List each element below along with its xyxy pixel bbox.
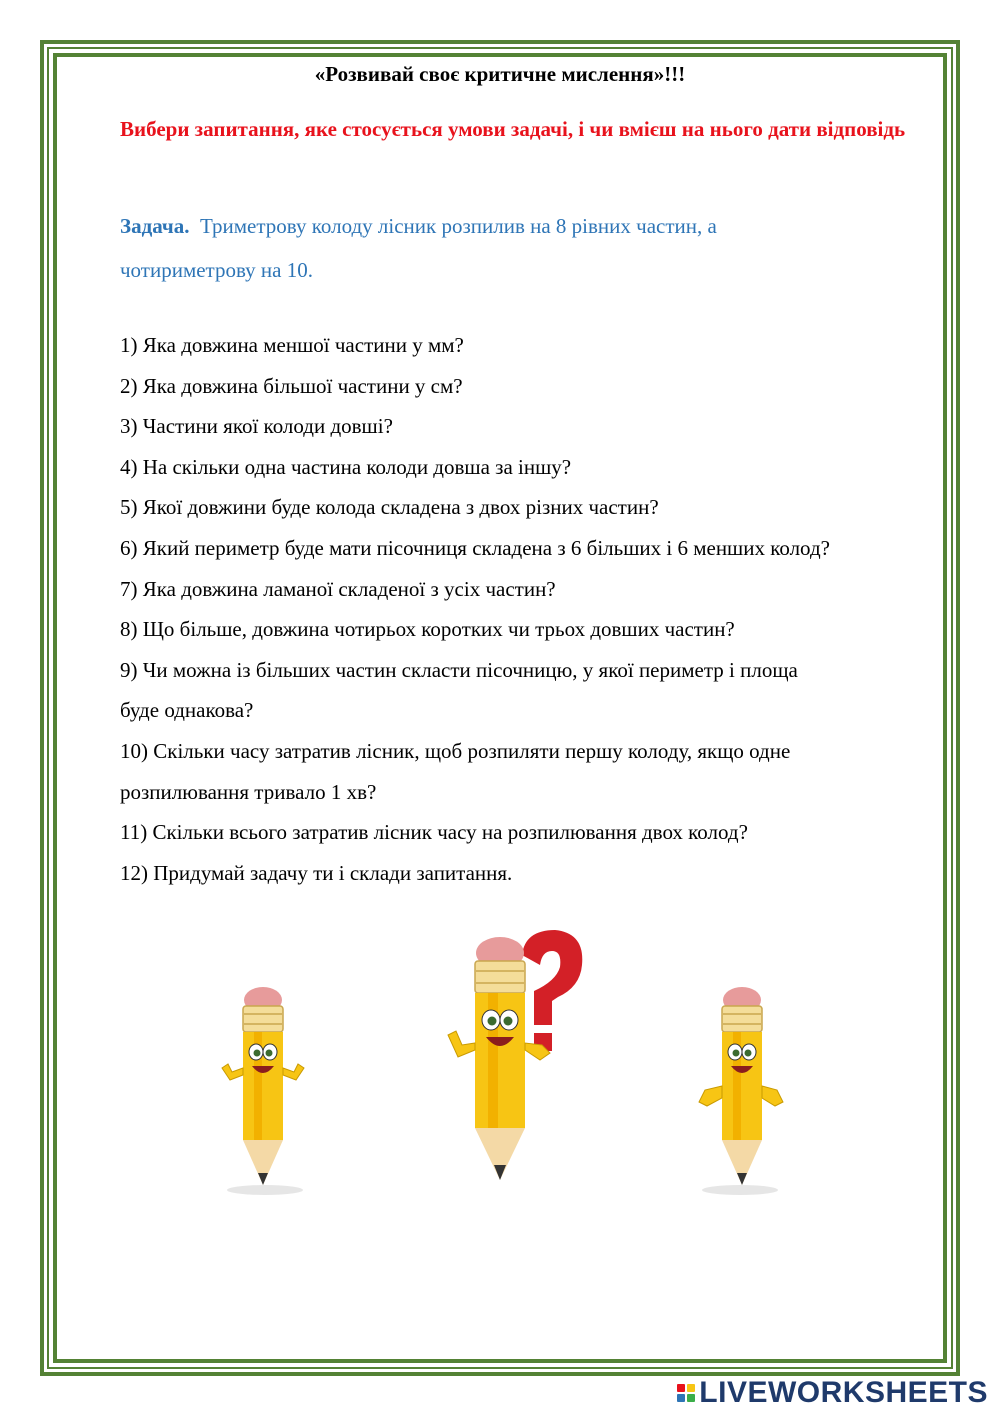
question-item-continuation: розпилювання тривало 1 хв? <box>120 779 377 804</box>
question-item: 10) Скільки часу затратив лісник, щоб розпиляти першу колоду, якщо одне <box>120 738 791 763</box>
liveworksheets-brand-text: LIVEWORKSHEETS <box>699 1376 988 1409</box>
question-list <box>120 325 940 893</box>
question-item: 6) Який периметр буде мати пісочниця складена з 6 більших і 6 менших колод? <box>120 535 830 560</box>
pencil-question-illustration <box>430 925 600 1190</box>
task-block <box>120 204 920 292</box>
question-item: 12) Придумай задачу ти і склади запитання. <box>120 860 513 885</box>
task-line-2: чотириметрову на 10. <box>120 258 313 282</box>
question-item: 5) Якої довжини буде колода складена з двох різних частин? <box>120 495 659 520</box>
task-text-1: Триметрову колоду лісник розпилив на 8 рівних частин, а <box>199 214 717 238</box>
instruction-text: Вибери запитання, яке стосується умови задачі, і чи вмієш на нього дати відповідь <box>120 117 906 141</box>
question-item: 8) Що більше, довжина чотирьох коротких чи трьох довших частин? <box>120 617 735 642</box>
task-line-1 <box>120 204 920 248</box>
liveworksheets-icon <box>677 1384 695 1402</box>
pencil-thumbs-up-illustration <box>210 980 320 1200</box>
pencil-clapping-illustration <box>685 978 795 1198</box>
question-item: 4) На скільки одна частина колоди довша за іншу? <box>120 454 572 479</box>
question-item: 1) Яка довжина меншої частини у мм? <box>120 333 464 357</box>
liveworksheets-logo <box>677 1376 988 1410</box>
question-item-continuation: буде однакова? <box>120 698 254 723</box>
worksheet-title: «Розвивай своє критичне мислення»!!! <box>314 62 686 86</box>
question-item: 2) Яка довжина більшої частини у см? <box>120 373 463 398</box>
question-item: 3) Частини якої колоди довші? <box>120 414 393 439</box>
question-item: 9) Чи можна із більших частин скласти пісочницю, у якої периметр і площа <box>120 657 798 682</box>
question-item: 7) Яка довжина ламаної складеної з усіх частин? <box>120 576 556 601</box>
task-label: Задача. <box>120 214 190 238</box>
question-item: 11) Скільки всього затратив лісник часу на розпилювання двох колод? <box>120 820 748 845</box>
